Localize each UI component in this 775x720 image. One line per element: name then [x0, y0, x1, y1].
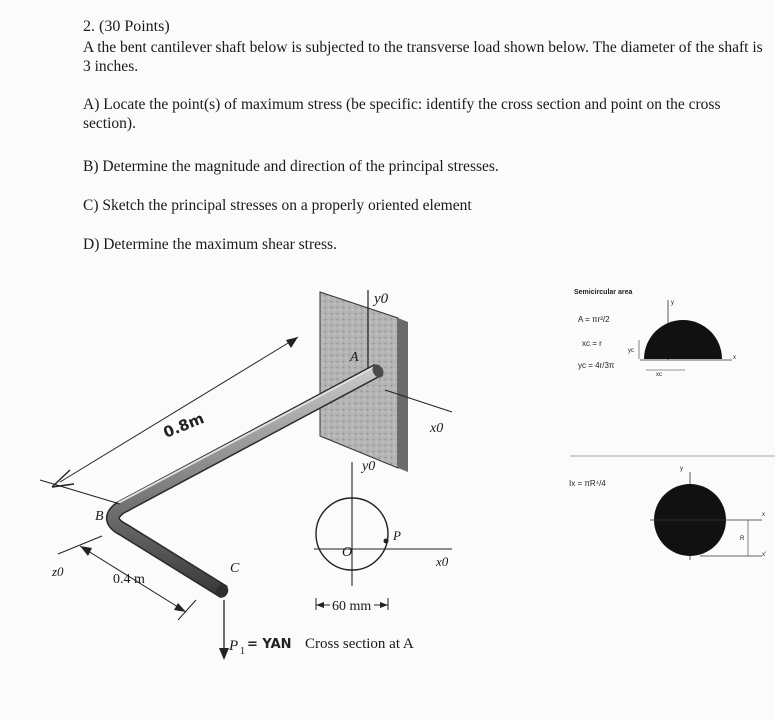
cs-center-label: O [342, 545, 353, 560]
inset-circle-xprime-label: x' [762, 552, 767, 558]
inset-xc-formula: xc = r [582, 339, 602, 348]
inset-yc-label: yc [628, 348, 634, 354]
question-a: A) Locate the point(s) of maximum stress (be specific: identify the cross section and point on the cross section). [83, 96, 721, 132]
shaft-figure [0, 280, 775, 720]
inset-radius-label: R [740, 536, 745, 542]
point-c-label: C [230, 561, 240, 576]
inset-semicircle [574, 289, 736, 378]
inset-circle-y-label: y [680, 466, 683, 472]
cs-caption: Cross section at A [305, 636, 414, 652]
inset-circle-x-label: x [762, 512, 765, 518]
y0-axis-label: y0 [374, 291, 389, 307]
load-subscript: 1 [240, 646, 245, 657]
load-arrow [219, 600, 229, 660]
cross-section-at-a [314, 462, 452, 610]
load-label: P [229, 638, 239, 654]
inset-yc-formula: yc = 4r/3π [578, 361, 615, 370]
cs-y0-label: y0 [362, 459, 376, 474]
point-b-label: B [95, 509, 104, 524]
question-b: B) Determine the magnitude and direction of the principal stresses. [83, 158, 499, 175]
inset-semicircle-title: Semicircular area [574, 289, 633, 296]
length-bc-label: 0.4 m [113, 572, 145, 587]
semicircle-shape [644, 320, 722, 359]
inset-circle [569, 456, 775, 560]
x0-axis-label: x0 [430, 421, 444, 436]
question-d: D) Determine the maximum shear stress. [83, 236, 337, 253]
load-value: = YAN [247, 637, 292, 652]
z0-axis-label: z0 [52, 564, 64, 579]
inset-area-formula: A = πr²/2 [578, 315, 610, 324]
inset-semi-x-label: x [733, 355, 736, 361]
cs-diameter-label: 60 mm [332, 599, 372, 614]
inset-xc-label: xc [656, 372, 662, 378]
cs-point-p-label: P [393, 528, 401, 543]
length-ab-label: 0.8m [160, 409, 207, 442]
inset-semi-y-label: y [671, 300, 674, 306]
problem-header: 2. (30 Points) [83, 18, 170, 35]
point-a-label: A [350, 350, 359, 365]
question-c: C) Sketch the principal stresses on a properly oriented element [83, 197, 472, 214]
inset-ix-formula: Ix = πR⁴/4 [569, 479, 606, 488]
point-p-dot [384, 539, 389, 544]
cs-x0-label: x0 [436, 554, 449, 569]
z0-axis-line [58, 536, 102, 554]
problem-intro: A the bent cantilever shaft below is subjected to the transverse load shown below. The diameter of the shaft is 3 inches. [83, 39, 763, 75]
